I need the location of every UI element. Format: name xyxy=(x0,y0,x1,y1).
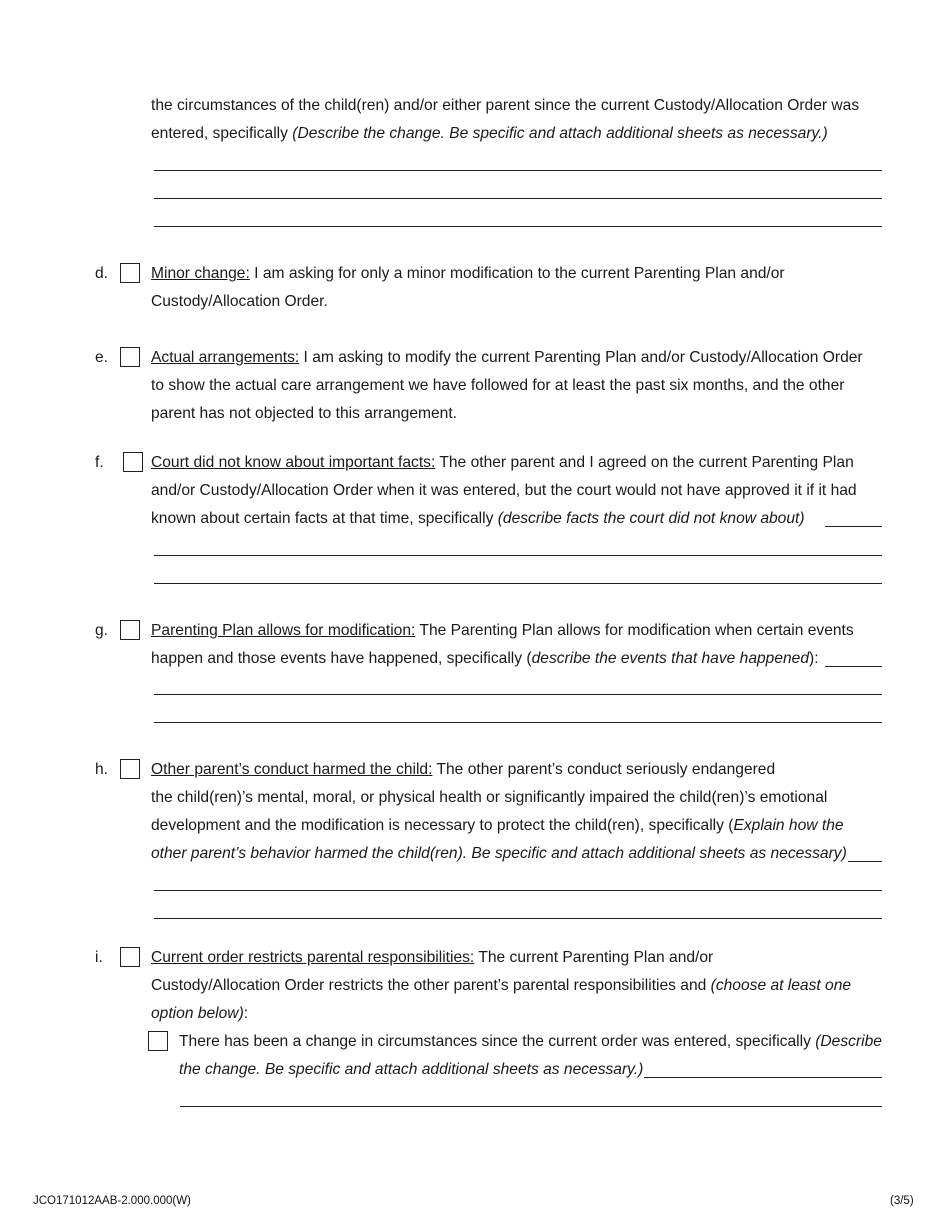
intro-line-2-text: entered, specifically xyxy=(151,125,293,142)
answer-line[interactable] xyxy=(154,226,882,227)
checkbox-court-did-not-know[interactable] xyxy=(123,452,143,472)
item-f-title: Court did not know about important facts: xyxy=(151,454,436,471)
item-i-line-3 xyxy=(151,1000,248,1028)
item-e-text: I am asking to modify the current Parenting Plan and/or Custody/Allocation Order xyxy=(299,349,863,366)
item-i-sub-text: There has been a change in circumstances since the current order was entered, specifically xyxy=(179,1033,816,1050)
item-i-sub-line-1 xyxy=(179,1028,882,1056)
checkbox-conduct-harmed-child[interactable] xyxy=(120,759,140,779)
item-d-text: I am asking for only a minor modification to the current Parenting Plan and/or xyxy=(249,265,785,282)
item-i-instruction-end: option below) xyxy=(151,1005,244,1022)
item-f-instruction: (describe facts the court did not know about) xyxy=(497,510,805,527)
item-e-title: Actual arrangements: xyxy=(151,349,300,366)
item-g-text: The Parenting Plan allows for modification when certain events xyxy=(415,622,854,639)
intro-line-2 xyxy=(151,120,828,148)
answer-line[interactable] xyxy=(154,694,882,695)
page-number: (3/5) xyxy=(890,1195,914,1207)
item-letter-i: i. xyxy=(95,949,103,966)
checkbox-plan-allows-modification[interactable] xyxy=(120,620,140,640)
item-h-line-1 xyxy=(151,756,775,784)
item-g-line-1 xyxy=(151,617,854,645)
answer-line[interactable] xyxy=(154,583,882,584)
answer-line[interactable] xyxy=(848,861,882,862)
item-d-line-2: Custody/Allocation Order. xyxy=(151,293,328,310)
answer-line[interactable] xyxy=(644,1077,882,1078)
item-g-instruction: describe the events that have happened xyxy=(531,650,810,667)
item-g-line-2 xyxy=(151,645,819,673)
answer-line[interactable] xyxy=(154,555,882,556)
item-e-line-1 xyxy=(151,344,863,372)
item-letter-g: g. xyxy=(95,622,109,639)
item-f-line-1 xyxy=(151,449,854,477)
item-i-title: Current order restricts parental responsibilities: xyxy=(151,949,475,966)
item-h-text: The other parent’s conduct seriously endangered xyxy=(432,761,776,778)
answer-line[interactable] xyxy=(180,1106,882,1107)
answer-line[interactable] xyxy=(825,526,882,527)
checkbox-minor-change[interactable] xyxy=(120,263,140,283)
item-letter-f: f. xyxy=(95,454,104,471)
item-i-line-3-end: : xyxy=(243,1005,249,1022)
item-letter-d: d. xyxy=(95,265,109,282)
answer-line[interactable] xyxy=(154,198,882,199)
item-h-line-3-text: development and the modification is necessary to protect the child(ren), specifically ( xyxy=(151,817,734,834)
item-i-line-1 xyxy=(151,944,713,972)
item-d-line-1 xyxy=(151,260,785,288)
item-h-instruction-start: Explain how the xyxy=(733,817,844,834)
item-i-line-2-text: Custody/Allocation Order restricts the other parent’s parental responsibilities and xyxy=(151,977,711,994)
checkbox-order-restricts-responsibilities[interactable] xyxy=(120,947,140,967)
answer-line[interactable] xyxy=(154,918,882,919)
item-h-line-4: other parent’s behavior harmed the child(ren). Be specific and attach additional sheets as necessary) xyxy=(151,845,847,862)
item-f-line-3 xyxy=(151,505,805,533)
item-g-line-2-text: happen and those events have happened, specifically ( xyxy=(151,650,532,667)
item-d-title: Minor change: xyxy=(151,265,250,282)
item-i-line-2 xyxy=(151,972,851,1000)
item-e-line-3: parent has not objected to this arrangement. xyxy=(151,405,458,422)
answer-line[interactable] xyxy=(154,170,882,171)
item-f-line-2: and/or Custody/Allocation Order when it was entered, but the court would not have approved it if it had xyxy=(151,482,857,499)
intro-line-2-instruction: (Describe the change. Be specific and attach additional sheets as necessary.) xyxy=(292,125,828,142)
checkbox-change-in-circumstances[interactable] xyxy=(148,1031,168,1051)
item-i-sub-instruction-start: (Describe xyxy=(815,1033,882,1050)
item-e-line-2: to show the actual care arrangement we have followed for at least the past six months, and the other xyxy=(151,377,845,394)
item-i-instruction-start: (choose at least one xyxy=(710,977,852,994)
item-f-text: The other parent and I agreed on the current Parenting Plan xyxy=(435,454,854,471)
answer-line[interactable] xyxy=(154,890,882,891)
item-letter-h: h. xyxy=(95,761,109,778)
intro-line-1: the circumstances of the child(ren) and/or either parent since the current Custody/Allocation Order was xyxy=(151,97,860,114)
item-i-text: The current Parenting Plan and/or xyxy=(474,949,714,966)
item-g-title: Parenting Plan allows for modification: xyxy=(151,622,416,639)
checkbox-actual-arrangements[interactable] xyxy=(120,347,140,367)
item-i-sub-line-2: the change. Be specific and attach additional sheets as necessary.) xyxy=(179,1061,644,1078)
item-f-line-3-text: known about certain facts at that time, specifically xyxy=(151,510,498,527)
item-h-line-2: the child(ren)’s mental, moral, or physical health or significantly impaired the child(ren)’s emotional xyxy=(151,789,828,806)
form-id: JCO171012AAB-2.000.000(W) xyxy=(33,1195,191,1207)
item-h-line-3 xyxy=(151,812,844,840)
item-g-line-2-end: ): xyxy=(809,650,819,667)
item-letter-e: e. xyxy=(95,349,109,366)
answer-line[interactable] xyxy=(154,722,882,723)
item-h-title: Other parent’s conduct harmed the child: xyxy=(151,761,433,778)
answer-line[interactable] xyxy=(825,666,882,667)
